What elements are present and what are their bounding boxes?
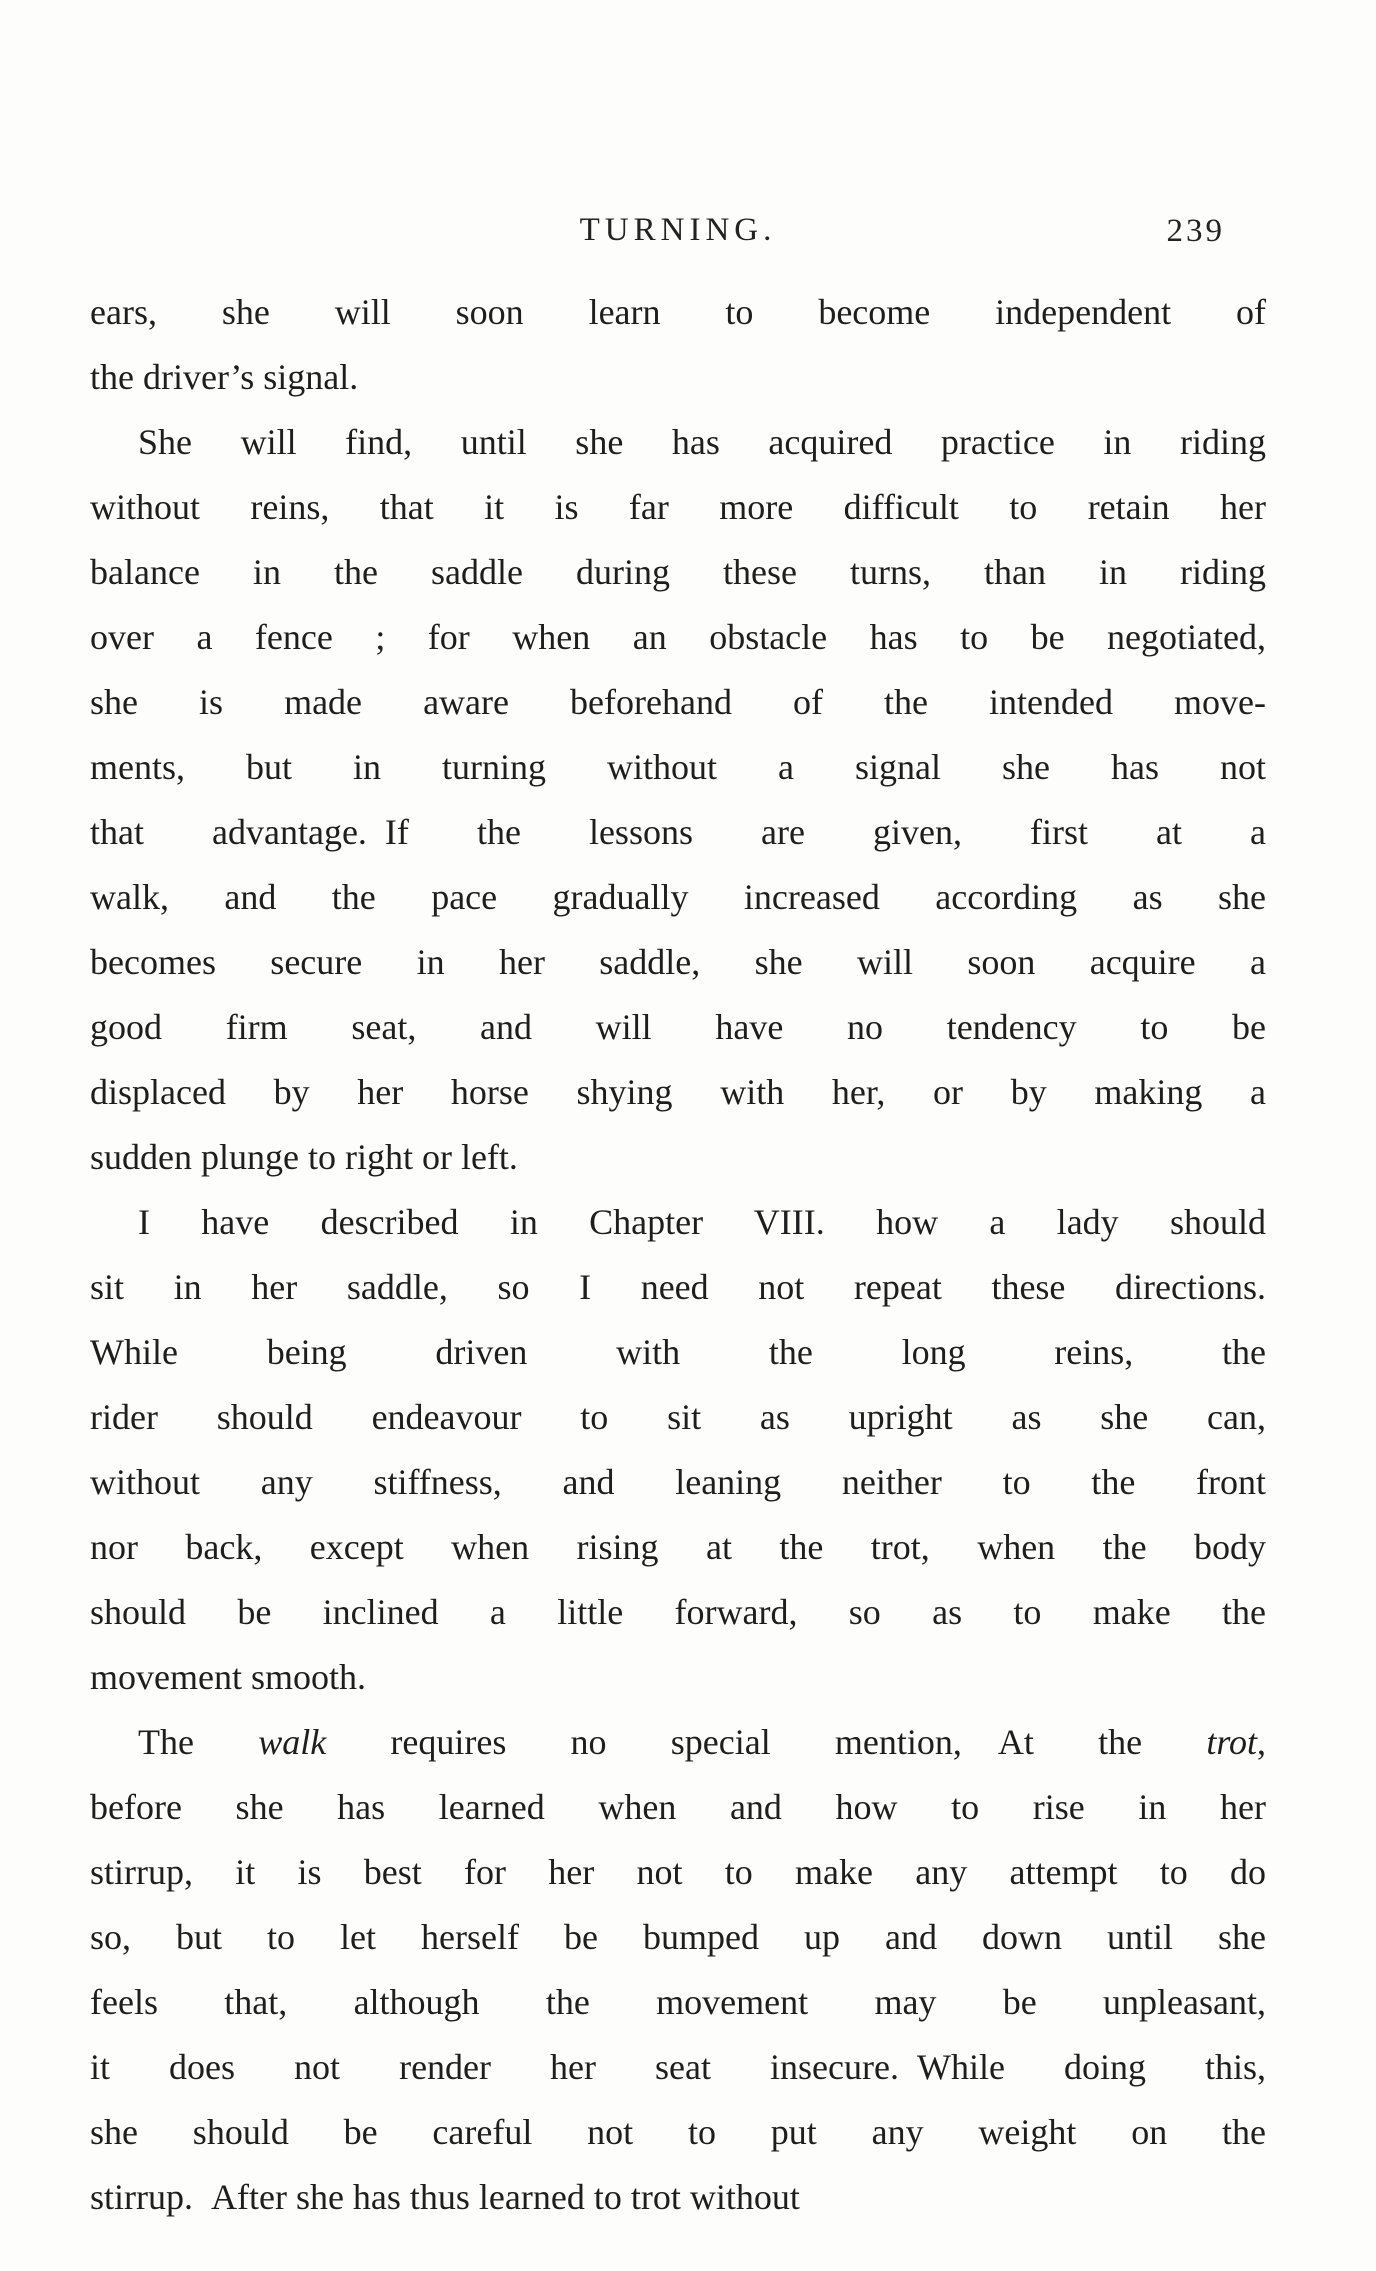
text-line: movement smooth. — [90, 1657, 366, 1697]
text-line: the driver’s signal. — [90, 357, 359, 397]
text-line: that advantage. If the lessons are given, first at a — [90, 812, 1266, 852]
page-number: 239 — [1166, 213, 1225, 249]
paragraph — [90, 1710, 1266, 2230]
text-line: walk, and the pace gradually increased according as she — [90, 877, 1266, 917]
body-text-block — [90, 280, 1266, 2230]
text-line: without any stiffness, and leaning neither to the front — [90, 1462, 1266, 1502]
text-line: good firm seat, and will have no tendency to be — [90, 1007, 1266, 1047]
text-line: she should be careful not to put any weight on the — [90, 2112, 1266, 2152]
text-line: feels that, although the movement may be unpleasant, — [90, 1982, 1266, 2022]
text-line: While being driven with the long reins, the — [90, 1332, 1266, 1372]
running-header — [90, 212, 1266, 260]
text-line: over a fence ; for when an obstacle has to be negotiated, — [90, 617, 1266, 657]
text-line: it does not render her seat insecure. While doing this, — [90, 2047, 1266, 2087]
text-line: nor back, except when rising at the trot, when the body — [90, 1527, 1266, 1567]
paragraph — [90, 280, 1266, 410]
text-line: should be inclined a little forward, so as to make the — [90, 1592, 1266, 1632]
chapter-running-title: TURNING. — [579, 212, 777, 248]
text-line: she is made aware beforehand of the intended move- — [90, 682, 1266, 722]
text-line: sit in her saddle, so I need not repeat these directions. — [90, 1267, 1266, 1307]
text-line: sudden plunge to right or left. — [90, 1137, 518, 1177]
text-line: ears, she will soon learn to become independent of — [90, 292, 1266, 332]
text-line: balance in the saddle during these turns, than in riding — [90, 552, 1266, 592]
text-line: She will find, until she has acquired practice in riding — [138, 422, 1266, 462]
text-line: stirrup, it is best for her not to make any attempt to do — [90, 1852, 1266, 1892]
text-line: stirrup. After she has thus learned to trot without — [90, 2177, 800, 2217]
paragraph — [90, 410, 1266, 1190]
emphasized-word: trot — [1206, 1722, 1258, 1762]
text-line: so, but to let herself be bumped up and down until she — [90, 1917, 1266, 1957]
text-line: before she has learned when and how to rise in her — [90, 1787, 1266, 1827]
text-line: becomes secure in her saddle, she will soon acquire a — [90, 942, 1266, 982]
paragraph — [90, 1190, 1266, 1710]
text-line: without reins, that it is far more difficult to retain her — [90, 487, 1266, 527]
text-line: ments, but in turning without a signal she has not — [90, 747, 1266, 787]
text-line: The walk requires no special mention, At the trot, — [138, 1722, 1267, 1762]
emphasized-word: walk — [258, 1722, 327, 1762]
text-line: I have described in Chapter VIII. how a lady should — [138, 1202, 1266, 1242]
text-line: rider should endeavour to sit as upright as she can, — [90, 1397, 1266, 1437]
text-line: displaced by her horse shying with her, or by making a — [90, 1072, 1266, 1112]
